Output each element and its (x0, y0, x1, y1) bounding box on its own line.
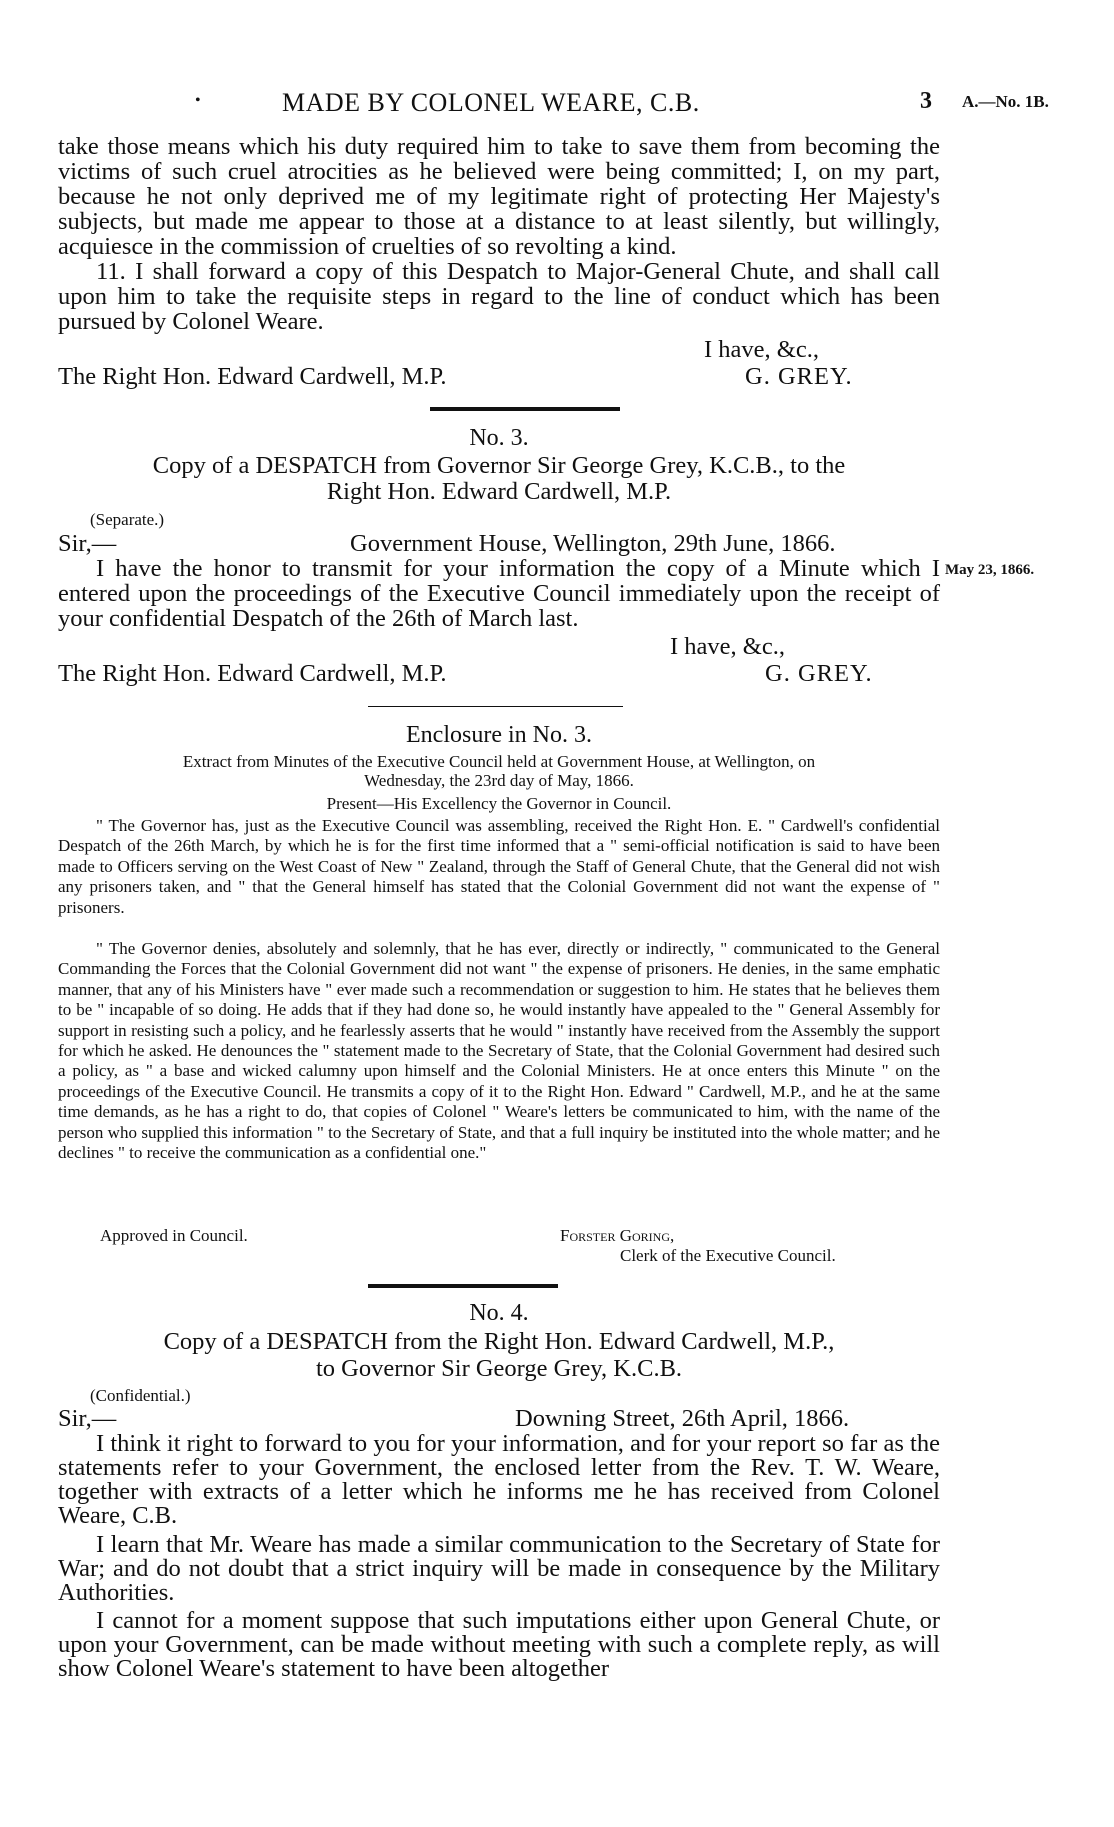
signature: G. GREY. (745, 363, 853, 390)
despatch-paragraph-1: I think it right to forward to you for your information, and for your report so far as the statements refer to your Government, the enclosed letter from the Rev. T. W. Weare, together with extracts of a letter which he informs me he has received from Colonel Weare, C.B. (58, 1430, 940, 1529)
despatch-marking: (Separate.) (90, 510, 165, 529)
addressee: The Right Hon. Edward Cardwell, M.P. (58, 363, 447, 390)
paper-reference: A.—No. 1B. (962, 92, 1049, 111)
salutation: Sir,— (58, 530, 117, 557)
present-line: Present—His Excellency the Governor in Council. (326, 794, 672, 813)
closing-phrase: I have, &c., (704, 336, 819, 363)
despatch-paragraph-2: I learn that Mr. Weare has made a similar communication to the Secretary of State for War; and do not doubt that a strict inquiry will be made in consequence by the Military Authorities. (58, 1531, 940, 1606)
printer-mark: • (195, 92, 201, 109)
minute-paragraph-1: " The Governor has, just as the Executive Council was assembling, received the Right Hon. E. " Cardwell's confidential Despatch of the 26th March, by which he is for the first time informed that a " semi-official notification is said to have been made to Officers serving on the West Coast of New " Zealand, through the Staff of General Chute, that the General did not wish any prisoners taken, and " that the General himself has stated that the Colonial Government did not want the expense of " prisoners. (58, 816, 940, 917)
salutation: Sir,— (58, 1405, 117, 1432)
extract-heading: Extract from Minutes of the Executive Council held at Government House, at Wellington, on (182, 752, 816, 771)
despatch-paragraph-3: I cannot for a moment suppose that such imputations either upon General Chute, or upon your Government, can be made without meeting with such a complete reply, as will show Colonel Weare's statement to have been altogether (58, 1607, 940, 1682)
despatch-heading: Copy of a DESPATCH from Governor Sir George Grey, K.C.B., to the (152, 452, 846, 479)
running-title: MADE BY COLONEL WEARE, C.B. (282, 88, 700, 117)
page-number: 3 (920, 88, 932, 114)
minute-paragraph-2: " The Governor denies, absolutely and solemnly, that he has ever, directly or indirectly, " communicated to the General Commanding the Forces that the Colonial Government did not want " the expense of prisoners. He denies, in the same emphatic manner, that any of his Ministers have " ever made such a recommendation or suggestion to him. He states that he believes them to be " incapable of so doing. He adds that if they had done so, he would instantly have appealed to the " General Assembly for support in resisting such a policy, and he fearlessly asserts that he would " instantly have received from the Assembly the support for which he asked. He denounces the " statement made to the Secretary of State, that the Colonial Government had desired such a policy, as " a base and wicked calumny upon himself and the Colonial Ministers. He at once enters this Minute " on the proceedings of the Executive Council. He transmits a copy of it to the Right Hon. Edward " Cardwell, M.P., and he at the same time demands, as he has a right to do, that copies of Colonel " Weare's letters be communicated to him, with the name of the person who supplied this information " to the Secretary of State, and that a full inquiry be instituted into the whole matter; and he declines " to receive the communication as a confidential one." (58, 939, 940, 1163)
despatch-heading-line2: Right Hon. Edward Cardwell, M.P. (326, 478, 672, 505)
extract-heading-line2: Wednesday, the 23rd day of May, 1866. (364, 771, 634, 790)
despatch-number: No. 3. (469, 425, 529, 451)
place-date: Government House, Wellington, 29th June, 1866. (350, 530, 836, 557)
margin-note: May 23, 1866. (945, 562, 1035, 578)
addressee: The Right Hon. Edward Cardwell, M.P. (58, 660, 447, 687)
clerk-name: Forster Goring, (560, 1226, 675, 1245)
section-divider (368, 706, 623, 707)
enclosure-title: Enclosure in No. 3. (406, 722, 592, 748)
clerk-title: Clerk of the Executive Council. (620, 1246, 836, 1265)
despatch-number: No. 4. (469, 1300, 529, 1326)
place-date: Downing Street, 26th April, 1866. (515, 1405, 850, 1432)
despatch-heading: Copy of a DESPATCH from the Right Hon. Edward Cardwell, M.P., (163, 1328, 835, 1355)
paragraph-11: 11. I shall forward a copy of this Despatch to Major-General Chute, and shall call upon him to take the requisite steps in regard to the line of conduct which has been pursued by Colonel Weare. (58, 258, 940, 335)
despatch-heading-line2: to Governor Sir George Grey, K.C.B. (315, 1355, 683, 1382)
running-head (0, 80, 1114, 120)
section-divider (430, 407, 620, 411)
closing-phrase: I have, &c., (670, 633, 785, 660)
despatch-body: I have the honor to transmit for your information the copy of a Minute which I entered upon the proceedings of the Executive Council immediately upon the receipt of your confidential Despatch of the 26th of March last. (58, 555, 940, 632)
signature: G. GREY. (765, 660, 873, 687)
paragraph-continuation: take those means which his duty required him to take to save them from becoming the victims of such cruel atrocities as he believed were being committed; I, on my part, because he not only deprived me of my legitimate right of protecting Her Majesty's subjects, but made me appear to those at a distance to at least silently, but willingly, acquiesce in the commission of cruelties of so revolting a kind. (58, 133, 940, 260)
approved-note: Approved in Council. (100, 1226, 248, 1245)
section-divider (368, 1284, 558, 1288)
despatch-marking: (Confidential.) (90, 1386, 191, 1405)
